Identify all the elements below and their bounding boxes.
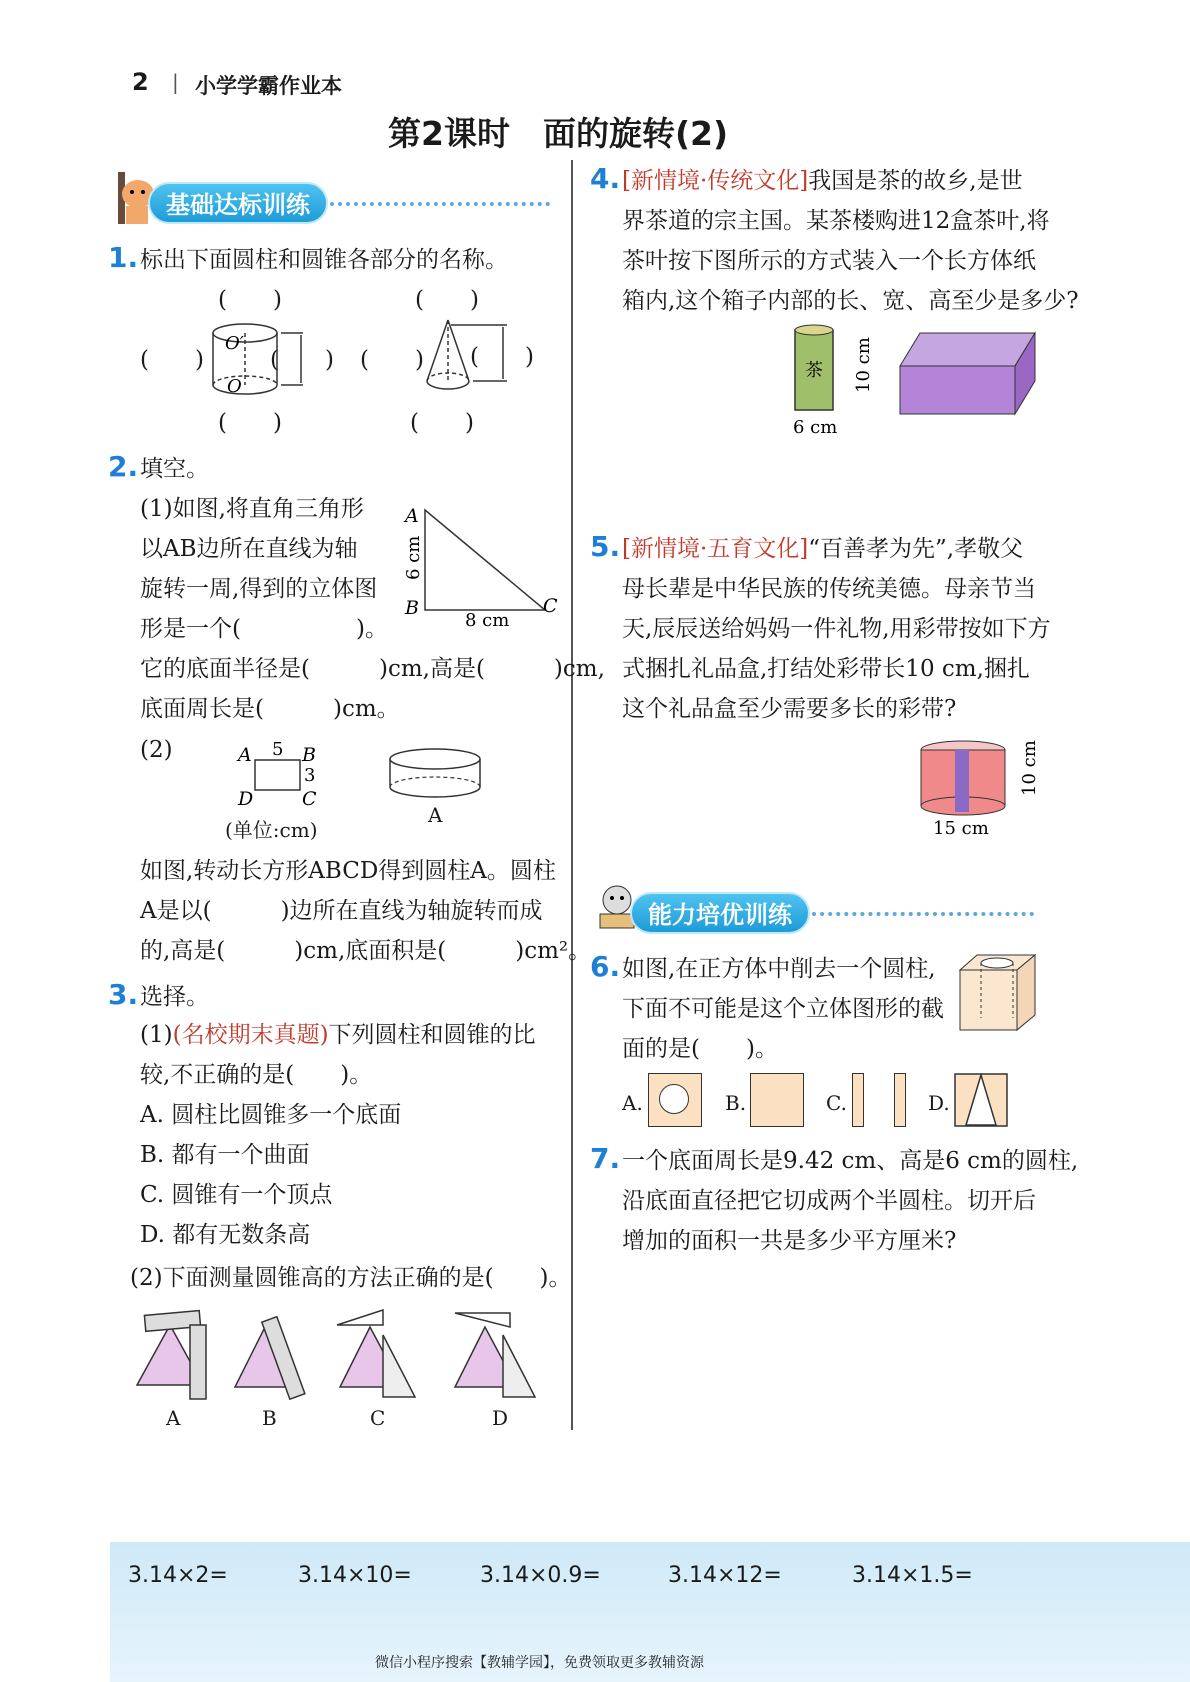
lesson-title: 第2课时 面的旋转(2): [388, 114, 729, 153]
q6-option-d-shape: [954, 1073, 1008, 1127]
q2-p1-line5: 它的底面半径是( )cm,高是( )cm,: [140, 656, 605, 682]
q2-p1-line1: (1)如图,将直角三角形: [140, 496, 364, 522]
o-top-label: O′: [225, 333, 244, 354]
q7-line3: 增加的面积一共是多少平方厘米?: [622, 1228, 957, 1254]
tri-label-c: C: [543, 595, 558, 617]
q6-option-a-label: A.: [622, 1091, 643, 1115]
section-banner-advanced: 能力培优训练: [630, 892, 810, 934]
q3-p1-line2: 较,不正确的是( )。: [140, 1062, 373, 1088]
q4-height: 10 cm: [853, 337, 874, 393]
column-divider: [571, 160, 573, 1430]
q5-number: 5.: [590, 530, 621, 563]
q5-line5: 这个礼品盒至少需要多长的彩带?: [622, 696, 957, 722]
q4-figure: [785, 318, 1045, 443]
q6-option-a-shape: [648, 1073, 702, 1127]
section-banner-basic: 基础达标训练: [148, 182, 328, 224]
q2-p2-line2: A是以( )边所在直线为轴旋转而成: [140, 898, 543, 924]
q2-p2-line3: 的,高是( )cm,底面积是( )cm²。: [140, 938, 592, 964]
q3-p1-tag: (名校期末真题): [172, 1022, 329, 1048]
q4-line3: 茶叶按下图所示的方式装入一个长方体纸: [622, 248, 1036, 274]
header-divider: |: [172, 70, 179, 94]
q2-cylinder-label: A: [428, 803, 443, 827]
q2-p1-line3: 旋转一周,得到的立体图: [140, 576, 378, 602]
q2-p2-line1: 如图,转动长方形ABCD得到圆柱A。圆柱: [140, 858, 556, 884]
q6-option-d-label: D.: [928, 1091, 950, 1115]
page-number: 2: [132, 68, 149, 96]
footer-calc-4: 3.14×12=: [668, 1563, 782, 1588]
q2-p1-line6: 底面周长是( )cm。: [140, 696, 400, 722]
q3-fig-label-a: A: [166, 1406, 181, 1430]
q1-blank-right-cone: ( ): [470, 344, 534, 370]
rect-label-d: D: [238, 788, 254, 810]
q3-p2: (2)下面测量圆锥高的方法正确的是( )。: [130, 1265, 572, 1291]
q2-cylinder-figure: [385, 745, 485, 805]
q7-line1: 一个底面周长是9.42 cm、高是6 cm的圆柱,: [622, 1148, 1079, 1174]
q5-line1-text: “百善孝为先”,孝敬父: [808, 536, 1024, 562]
q5-line4: 式捆扎礼品盒,打结处彩带长10 cm,捆扎: [622, 656, 1030, 682]
banner-dots: [330, 202, 550, 206]
q1-blank-bottom-cyl: ( ): [218, 410, 282, 436]
q5-tag: [新情境·五育文化]: [622, 536, 809, 562]
q1-blank-left-cyl: ( ): [140, 347, 204, 373]
q3-text: 选择。: [140, 984, 209, 1010]
tri-label-a: A: [405, 505, 419, 527]
q1-blank-top-cone: ( ): [415, 287, 479, 313]
q1-blank-right-cyl: ( ): [270, 347, 334, 373]
q6-line1: 如图,在正方体中削去一个圆柱,: [622, 956, 936, 982]
q6-option-b-shape: [750, 1073, 804, 1127]
q3-p1-rest: 下列圆柱和圆锥的比: [328, 1022, 536, 1048]
q7-number: 7.: [590, 1142, 621, 1175]
q4-line2: 界茶道的宗主国。某茶楼购进12盒茶叶,将: [622, 208, 1050, 234]
q3-number: 3.: [108, 978, 139, 1011]
q5-gift-figure: [915, 730, 1050, 840]
q3-option-b: B. 都有一个曲面: [140, 1142, 310, 1168]
tri-side-bc: 8 cm: [465, 610, 510, 630]
q4-tag: [新情境·传统文化]: [622, 168, 809, 194]
q3-fig-label-d: D: [492, 1406, 509, 1430]
q5-line1: [622, 534, 1023, 564]
q2-p2-label: (2): [140, 737, 173, 763]
q3-p1-line1: [140, 1020, 536, 1050]
q4-number: 4.: [590, 162, 621, 195]
q6-option-c-shape: [852, 1073, 906, 1127]
q5-width: 15 cm: [933, 818, 989, 839]
q3-option-a: A. 圆柱比圆锥多一个底面: [140, 1102, 402, 1128]
footer-calc-3: 3.14×0.9=: [480, 1563, 601, 1588]
rect-label-a: A: [238, 744, 252, 766]
rect-label-c: C: [302, 788, 317, 810]
q4-line1: [622, 166, 1023, 196]
rect-label-b: B: [302, 744, 316, 766]
footer-calc-5: 3.14×1.5=: [852, 1563, 973, 1588]
q1-number: 1.: [108, 241, 139, 274]
banner-dots-advanced: [812, 912, 1034, 916]
q2-rect-figure: [230, 735, 340, 810]
q1-blank-top-cyl: ( ): [218, 287, 282, 313]
rect-side-top: 5: [272, 739, 284, 760]
footer-calc-1: 3.14×2=: [128, 1563, 228, 1588]
q6-option-b-label: B.: [725, 1091, 747, 1115]
q2-text: 填空。: [140, 456, 209, 482]
footer-calc-2: 3.14×10=: [298, 1563, 412, 1588]
q2-number: 2.: [108, 450, 139, 483]
q3-fig-label-b: B: [262, 1406, 277, 1430]
rect-side-right: 3: [304, 765, 316, 786]
q1-blank-bottom-cone: ( ): [410, 410, 474, 436]
q4-width: 6 cm: [793, 417, 838, 438]
q4-can-char: 茶: [805, 360, 823, 381]
q5-line2: 母长辈是中华民族的传统美德。母亲节当: [622, 576, 1036, 602]
q1-text: 标出下面圆柱和圆锥各部分的名称。: [140, 247, 508, 273]
footer-note: 微信小程序搜索【教辅学园】，免费领取更多教辅资源: [375, 1655, 704, 1671]
book-title: 小学学霸作业本: [195, 74, 342, 98]
tri-label-b: B: [405, 597, 419, 619]
o-bottom-label: O: [227, 376, 242, 397]
q4-line1-text: 我国是茶的故乡,是世: [808, 168, 1023, 194]
q6-cube-figure: [955, 950, 1040, 1035]
q6-line3: 面的是( )。: [622, 1036, 778, 1062]
q6-line2: 下面不可能是这个立体图形的截: [622, 996, 944, 1022]
q3-p1-prefix: (1): [140, 1022, 173, 1048]
q3-fig-label-c: C: [370, 1406, 386, 1430]
q7-line2: 沿底面直径把它切成两个半圆柱。切开后: [622, 1188, 1036, 1214]
q4-line4: 箱内,这个箱子内部的长、宽、高至少是多少?: [622, 288, 1079, 314]
q1-blank-left-cone: ( ): [360, 347, 424, 373]
q2-unit: (单位:cm): [225, 818, 318, 842]
q3-cone-figures: [125, 1305, 555, 1405]
q5-line3: 天,辰辰送给妈妈一件礼物,用彩带按如下方: [622, 616, 1051, 642]
q6-option-c-label: C.: [826, 1091, 847, 1115]
q2-triangle-figure: [395, 500, 565, 630]
q3-option-d: D. 都有无数条高: [140, 1222, 311, 1248]
q6-number: 6.: [590, 950, 621, 983]
q2-p1-line4: 形是一个( )。: [140, 616, 388, 642]
q3-option-c: C. 圆锥有一个顶点: [140, 1182, 333, 1208]
q2-p1-line2: 以AB边所在直线为轴: [140, 536, 358, 562]
q5-height: 10 cm: [1019, 740, 1040, 796]
tri-side-ab: 6 cm: [403, 535, 424, 580]
